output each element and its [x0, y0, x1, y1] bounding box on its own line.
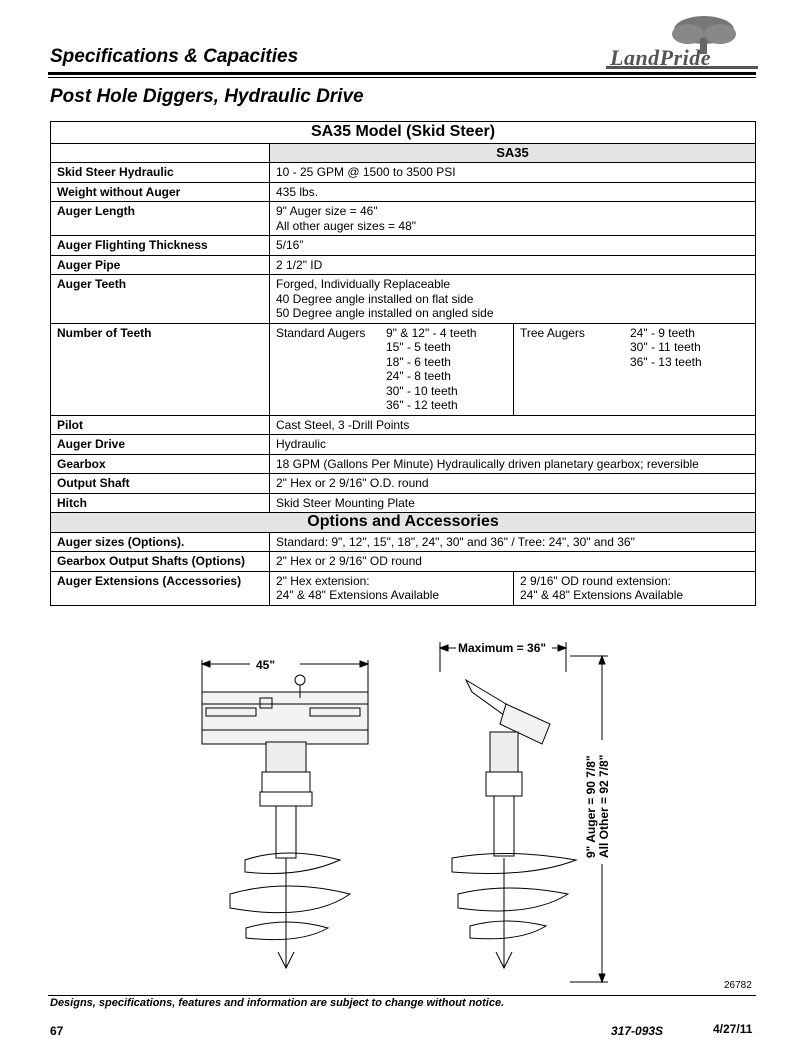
height-dimension-other: All Other = 92 7/8": [597, 754, 611, 858]
page-number: 67: [50, 1024, 64, 1038]
footer-rule: [48, 995, 756, 996]
table-row: Auger Flighting Thickness 5/16”: [51, 236, 756, 256]
options-title: Options and Accessories: [51, 513, 756, 533]
table-row: Auger sizes (Options). Standard: 9", 12", 15", 18", 24", 30" and 36" / Tree: 24", 30" and 36": [51, 532, 756, 552]
part-number: 317-093S: [611, 1024, 664, 1038]
teeth-row: Number of Teeth Standard Augers 9" & 12" - 4 teeth 15" - 5 teeth 18" - 6 teeth 24" - 8 teeth 30" - 10 teeth 36" - 12 teeth Tree Augers 24" - 9 teeth 30" - 11 teeth 36" - 13 teeth: [51, 323, 756, 415]
header-rule-thin: [48, 77, 756, 78]
revision-date: 4/27/11: [713, 1022, 753, 1036]
tree-teeth-list: 24" - 9 teeth 30" - 11 teeth 36" - 13 teeth: [630, 325, 702, 369]
page-subtitle: Post Hole Diggers, Hydraulic Drive: [50, 86, 364, 107]
section-title: Specifications & Capacities: [50, 46, 299, 67]
table-row: Auger Length 9" Auger size = 46" All other auger sizes = 48": [51, 202, 756, 236]
table-row: Pilot Cast Steel, 3 -Drill Points: [51, 415, 756, 435]
header-rule: [48, 72, 756, 75]
table-row: Weight without Auger 435 lbs.: [51, 182, 756, 202]
logo-text: LandPride: [610, 45, 712, 70]
tree-augers-label: Tree Augers: [520, 325, 585, 340]
disclaimer: Designs, specifications, features and information are subject to change without notice.: [50, 997, 505, 1009]
model-title: SA35 Model (Skid Steer): [51, 122, 756, 144]
table-row: Gearbox 18 GPM (Gallons Per Minute) Hydraulically driven planetary gearbox; reversible: [51, 454, 756, 474]
standard-augers-label: Standard Augers: [276, 325, 366, 340]
standard-teeth-list: 9" & 12" - 4 teeth 15" - 5 teeth 18" - 6 teeth 24" - 8 teeth 30" - 10 teeth 36" - 12 teeth: [386, 325, 477, 412]
max-dimension: Maximum = 36": [458, 641, 547, 655]
height-dimension-9in: 9" Auger = 90 7/8": [584, 755, 598, 858]
model-column: SA35: [270, 143, 756, 163]
figure-number: 26782: [724, 980, 752, 991]
landpride-logo: [606, 14, 758, 70]
table-row: Output Shaft 2" Hex or 2 9/16" O.D. round: [51, 474, 756, 494]
table-row: Skid Steer Hydraulic 10 - 25 GPM @ 1500 to 3500 PSI: [51, 163, 756, 183]
table-row: Auger Pipe 2 1/2" ID: [51, 255, 756, 275]
spec-table: [50, 121, 756, 606]
auger-diagram: [190, 632, 630, 992]
table-row: Auger Drive Hydraulic: [51, 435, 756, 455]
table-row: Gearbox Output Shafts (Options) 2" Hex or 2 9/16" OD round: [51, 552, 756, 572]
table-row: Hitch Skid Steer Mounting Plate: [51, 493, 756, 513]
extensions-row: Auger Extensions (Accessories) 2" Hex extension: 24" & 48" Extensions Available 2 9/16" OD round extension: 24" & 48" Extensions Available: [51, 571, 756, 605]
width-dimension: 45": [256, 658, 276, 672]
table-row: Auger Teeth Forged, Individually Replaceable 40 Degree angle installed on flat side 50 Degree angle installed on angled side: [51, 275, 756, 324]
